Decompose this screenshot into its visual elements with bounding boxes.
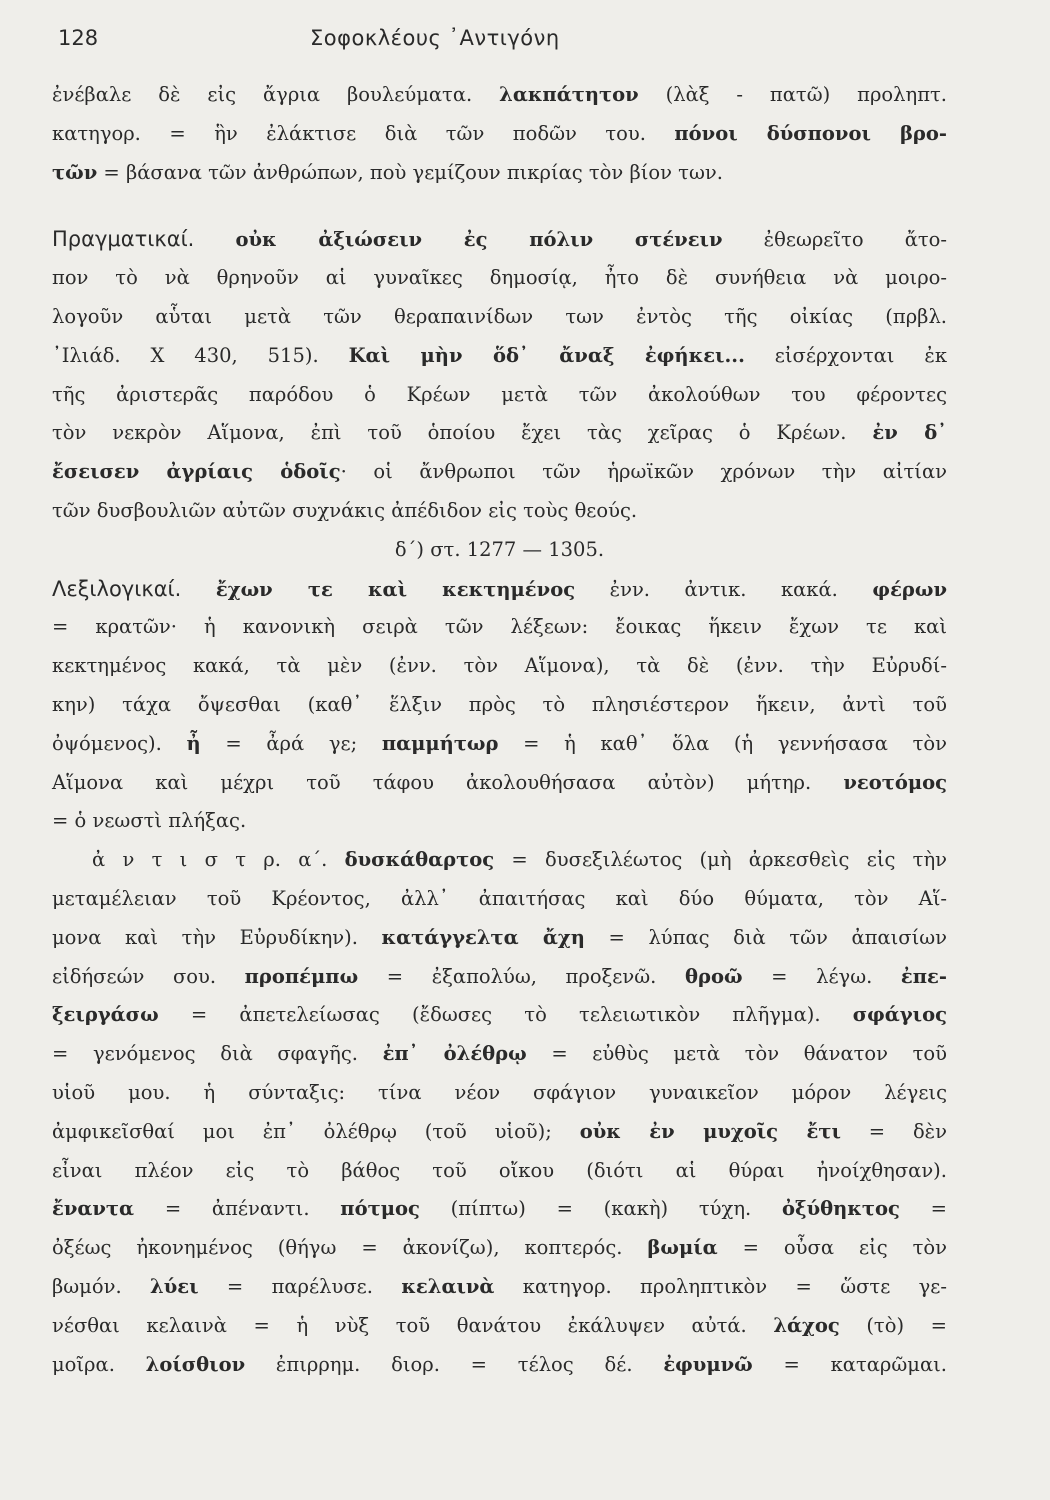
text-run: βωμόν. bbox=[52, 1274, 151, 1298]
text-run: λογοῦν αὗται μετὰ τῶν θεραπαινίδων των ἐντὸς τῆς οἰκίας (πρβλ. bbox=[52, 304, 947, 328]
text-run: ἐνέβαλε δὲ εἰς ἄγρια βουλεύματα. bbox=[52, 83, 500, 106]
page-header bbox=[58, 26, 988, 60]
text-line bbox=[52, 880, 947, 919]
lemma-term: φέρων bbox=[872, 577, 947, 601]
text-line bbox=[52, 220, 947, 259]
text-run: ὀξέως ἠκονημένος (θήγω = ἀκονίζω), κοπτερός. bbox=[52, 1236, 648, 1260]
text-line bbox=[52, 725, 947, 764]
text-line bbox=[52, 996, 947, 1035]
text-run: = καταρῶμαι. bbox=[752, 1352, 947, 1376]
text-run: μεταμέλειαν τοῦ Κρέοντος, ἀλλ᾿ ἀπαιτήσας καὶ δύο θύματα, τὸν Αἵ- bbox=[52, 886, 947, 910]
text-line bbox=[52, 647, 947, 686]
text-run: = παρέλυσε. bbox=[198, 1274, 402, 1298]
lemma-term: λακπάτητον bbox=[499, 83, 639, 106]
text-run: = ἀπετελείωσας (ἔδωσες τὸ τελειωτικὸν πλῆγμα). bbox=[158, 1003, 853, 1027]
lemma-term: νεοτόμος bbox=[843, 770, 947, 794]
text-line bbox=[52, 1035, 947, 1074]
text-run: εἶναι πλέον εἰς τὸ βάθος τοῦ οἴκου (διότι αἱ θύραι ἠνοίχθησαν). bbox=[52, 1158, 947, 1182]
lemma-term: ἔσεισεν ἀγρίαις ὁδοῖς bbox=[52, 460, 341, 484]
text-line bbox=[52, 802, 947, 841]
text-run: = ἆρά γε; bbox=[200, 731, 382, 755]
text-line bbox=[52, 841, 947, 880]
text-run: = κρατῶν· ἡ κανονικὴ σειρὰ τῶν λέξεων: ἔοικας ἥκειν ἔχων τε καὶ bbox=[52, 615, 947, 639]
text-run: τὸν νεκρὸν Αἵμονα, ἐπὶ τοῦ ὁποίου ἔχει τὰς χεῖρας ὁ Κρέων. bbox=[52, 421, 873, 445]
lemma-term: λύει bbox=[150, 1274, 199, 1298]
text-run: εἰσέρχονται ἐκ bbox=[744, 343, 948, 367]
lemma-term: κατάγγελτα ἄχη bbox=[381, 925, 585, 949]
lemma-term: οὐκ ἐν μυχοῖς ἔτι bbox=[579, 1119, 841, 1143]
text-run: ἐνν. ἀντικ. κακά. bbox=[575, 577, 873, 601]
text-line bbox=[52, 958, 947, 997]
text-run: = ἐξαπολύω, προξενῶ. bbox=[358, 964, 685, 988]
text-line bbox=[52, 1268, 947, 1307]
text-run: (τὸ) = bbox=[839, 1313, 947, 1337]
text-run: εἰδήσεών σου. bbox=[52, 964, 245, 988]
text-line bbox=[52, 919, 947, 958]
lemma-term: δυσκάθαρτος bbox=[344, 848, 495, 872]
commentary-text bbox=[52, 76, 947, 1384]
text-run: ἀμφικεῖσθαί μοι ἐπ᾿ ὀλέθρῳ (τοῦ υἱοῦ); bbox=[52, 1119, 580, 1143]
lemma-term: θροῶ bbox=[684, 964, 743, 988]
lemma-term: ξειργάσω bbox=[52, 1003, 159, 1027]
text-run: μονα καὶ τὴν Εὐρυδίκην). bbox=[52, 925, 382, 949]
text-line bbox=[52, 298, 947, 337]
lemma-term: λάχος bbox=[773, 1313, 840, 1337]
text-run: = δυσεξιλέωτος (μὴ ἀρκεσθεὶς εἰς τὴν bbox=[494, 848, 947, 872]
lemma-term: ἦ bbox=[186, 731, 201, 755]
lemma-term: τῶν bbox=[52, 160, 98, 184]
text-line bbox=[52, 154, 947, 193]
text-run: (πίπτω) = (κακὴ) τύχη. bbox=[419, 1197, 783, 1221]
lemma-term: Καὶ μὴν ὅδ᾿ ἄναξ ἐφήκει... bbox=[348, 343, 745, 367]
text-line bbox=[52, 1152, 947, 1191]
text-run: = λύπας διὰ τῶν ἀπαισίων bbox=[584, 925, 947, 949]
text-line bbox=[52, 259, 947, 298]
text-run: κατηγορ. = ἣν ἐλάκτισε διὰ τῶν ποδῶν του. bbox=[52, 121, 675, 145]
lemma-term: ἐν δ᾿ bbox=[872, 421, 947, 445]
text-run: (λὰξ - πατῶ) προληπτ. bbox=[638, 83, 948, 106]
text-line bbox=[52, 1190, 947, 1229]
text-run: ἀ ν τ ι σ τ ρ. α΄. bbox=[92, 848, 345, 872]
text-line bbox=[52, 608, 947, 647]
lemma-term: πότμος bbox=[340, 1197, 420, 1221]
text-line bbox=[52, 1074, 947, 1113]
section-heading bbox=[52, 531, 947, 570]
text-run: = οὖσα εἰς τὸν bbox=[717, 1236, 947, 1260]
lemma-term: λοίσθιον bbox=[145, 1352, 246, 1376]
text-run: = λέγω. bbox=[742, 964, 901, 988]
text-run: δ΄) στ. 1277 — 1305. bbox=[394, 537, 605, 561]
text-line bbox=[52, 686, 947, 725]
text-run: = ὁ νεωστὶ πλήξας. bbox=[52, 809, 247, 833]
section-label: Λεξιλογικαί. bbox=[52, 576, 182, 601]
text-line bbox=[52, 570, 947, 609]
text-run: υἱοῦ μου. ἡ σύνταξις: τίνα νέον σφάγιον γυναικεῖον μόρον λέγεις bbox=[52, 1080, 947, 1104]
text-run: κεκτημένος κακά, τὰ μὲν (ἐνν. τὸν Αἵμονα), τὰ δὲ (ἐνν. τὴν Εὐρυδί- bbox=[52, 654, 947, 678]
text-line bbox=[52, 1307, 947, 1346]
text-run: κην) τάχα ὄψεσθαι (καθ᾿ ἕλξιν πρὸς τὸ πλησιέστερον ἥκειν, ἀντὶ τοῦ bbox=[52, 692, 947, 716]
text-run: ἐπιρρημ. διορ. = τέλος δέ. bbox=[245, 1352, 664, 1376]
lemma-term: βωμία bbox=[647, 1236, 718, 1260]
text-run: = εὐθὺς μετὰ τὸν θάνατον τοῦ bbox=[526, 1042, 947, 1066]
lemma-term: ἐπε- bbox=[900, 964, 947, 988]
text-run: ἐθεωρεῖτο ἄτο- bbox=[722, 228, 947, 252]
text-line bbox=[52, 492, 947, 531]
lemma-term: παμμήτωρ bbox=[381, 731, 499, 755]
text-run: Αἵμονα καὶ μέχρι τοῦ τάφου ἀκολουθήσασα αὐτὸν) μήτηρ. bbox=[52, 770, 844, 794]
text-line bbox=[52, 1346, 947, 1385]
text-line bbox=[52, 76, 947, 115]
lemma-term: ἐπ᾿ ὀλέθρῳ bbox=[382, 1042, 527, 1066]
text-line bbox=[52, 764, 947, 803]
text-line bbox=[52, 115, 947, 154]
text-run: = δὲν bbox=[840, 1119, 947, 1143]
text-run: ᾿Ιλιάδ. Χ 430, 515). bbox=[52, 343, 349, 367]
lemma-term: ἔναντα bbox=[52, 1197, 135, 1221]
page-number: 128 bbox=[58, 26, 99, 50]
text-run: νέσθαι κελαινὰ = ἡ νὺξ τοῦ θανάτου ἐκάλυψεν αὐτά. bbox=[52, 1313, 774, 1337]
text-line bbox=[52, 337, 947, 376]
text-run: = ἡ καθ᾿ ὅλα (ἡ γεννήσασα τὸν bbox=[498, 731, 947, 755]
text-run: · οἱ ἄνθρωποι τῶν ἡρωϊκῶν χρόνων τὴν αἰτίαν bbox=[340, 460, 947, 484]
lemma-term: κελαινὰ bbox=[401, 1274, 495, 1298]
text-run: μοῖρα. bbox=[52, 1352, 146, 1376]
lemma-term: ἔχων τε καὶ κεκτημένος bbox=[215, 577, 576, 601]
text-run: κατηγορ. προληπτικὸν = ὥστε γε- bbox=[494, 1274, 947, 1298]
text-line bbox=[52, 453, 947, 492]
text-run: τῆς ἀριστερᾶς παρόδου ὁ Κρέων μετὰ τῶν ἀκολούθων του φέροντες bbox=[52, 382, 947, 406]
lemma-term: ἐφυμνῶ bbox=[663, 1352, 753, 1376]
text-line bbox=[52, 1229, 947, 1268]
paragraph-gap bbox=[52, 192, 947, 220]
lemma-term: σφάγιος bbox=[852, 1003, 947, 1027]
text-line bbox=[52, 1113, 947, 1152]
text-run: ὀψόμενος). bbox=[52, 731, 187, 755]
text-line bbox=[52, 376, 947, 415]
lemma-term: προπέμπω bbox=[244, 964, 359, 988]
text-run: = bbox=[899, 1197, 948, 1221]
text-run: = γενόμενος διὰ σφαγῆς. bbox=[52, 1042, 383, 1066]
lemma-term: πόνοι δύσπονοι βρο- bbox=[674, 121, 947, 145]
running-title: Σοφοκλέους ᾿Αντιγόνη bbox=[310, 26, 560, 50]
text-run: = βάσανα τῶν ἀνθρώπων, ποὺ γεμίζουν πικρίας τὸν βίον των. bbox=[97, 160, 723, 184]
text-run: τῶν δυσβουλιῶν αὐτῶν συχνάκις ἀπέδιδον εἰς τοὺς θεούς. bbox=[52, 498, 638, 522]
lemma-term: ὀξύθηκτος bbox=[782, 1197, 900, 1221]
section-label: Πραγματικαί. bbox=[52, 227, 195, 252]
text-run bbox=[194, 228, 235, 251]
text-line bbox=[52, 414, 947, 453]
text-run bbox=[181, 578, 216, 601]
text-run: πον τὸ νὰ θρηνοῦν αἱ γυναῖκες δημοσίᾳ, ἦτο δὲ συνήθεια νὰ μοιρο- bbox=[52, 266, 947, 290]
text-run: = ἀπέναντι. bbox=[134, 1197, 341, 1221]
lemma-term: οὐκ ἀξιώσειν ἐς πόλιν στένειν bbox=[235, 228, 723, 252]
